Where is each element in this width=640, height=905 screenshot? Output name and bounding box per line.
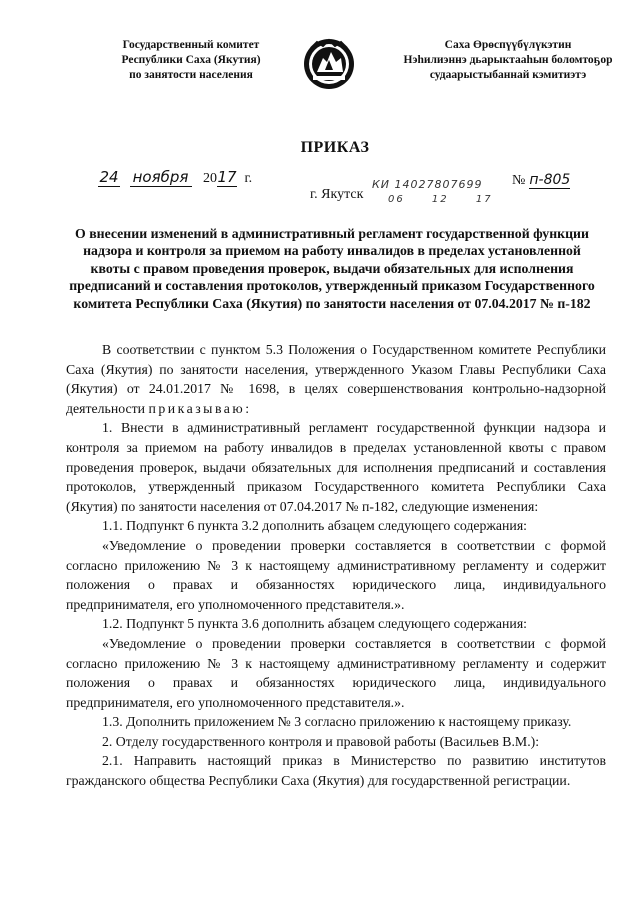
order-subject: О внесении изменений в административный регламент государственной функции надзора и контроля за приемом на работу инвалидов в пределах установленной квоты с правом проведения проверок, выдачи обязательных для исполнения предписаний и составления протоколов, утвержденный приказом Государственного комитета Республики Саха (Якутия) по занятости населения от 07.04.2017 № п-182: [69, 226, 595, 311]
registration-date: [388, 194, 515, 205]
sakha-coat-of-arms-icon: [303, 36, 355, 92]
registration-day: 06: [388, 194, 405, 205]
paragraph: 1.2. Подпункт 5 пункта 3.6 дополнить абзацем следующего содержания:: [102, 616, 527, 632]
number-value: п-805: [529, 172, 571, 188]
issuer-name-ru: [96, 38, 286, 83]
date-suffix: г.: [244, 171, 253, 186]
paragraph: 2. Отделу государственного контроля и правовой работы (Васильев В.М.):: [102, 733, 540, 749]
date-day: 24: [99, 168, 119, 186]
registration-stamp: КИ 14027807699: [372, 178, 483, 191]
paragraph: 1.1. Подпункт 6 пункта 3.2 дополнить абзацем следующего содержания:: [102, 518, 527, 534]
date-month: ноября: [130, 168, 192, 187]
date-year-prefix: 20: [203, 171, 217, 186]
paragraph: [66, 340, 606, 418]
order-word: приказываю:: [148, 400, 252, 416]
issuer-name-sakha: [388, 38, 628, 83]
order-date: [98, 168, 252, 187]
issuer-line: Саха Өрөспүүбүлүкэтин: [444, 39, 572, 51]
registration-year: 17: [475, 194, 493, 205]
paragraph: «Уведомление о проведении проверки составляется в соответствии с формой согласно приложению № 3 к настоящему административному регламенту и содержит положения о правах и обязанностях юридического лица, индивидуального предпринимателя, его уполномоченного представителя.».: [66, 537, 606, 612]
paragraph: 1.3. Дополнить приложением № 3 согласно приложению к настоящему приказу.: [102, 714, 572, 730]
date-year-suffix: 17: [217, 168, 237, 186]
paragraph: «Уведомление о проведении проверки составляется в соответствии с формой согласно приложению № 3 к настоящему административному регламенту и содержит положения о правах и обязанностях юридического лица, индивидуального предпринимателя, его уполномоченного представителя.».: [66, 635, 606, 710]
issuer-line: Нэһилиэннэ дьарыктааһын боломтоҕор: [403, 54, 613, 66]
issuer-line: по занятости населения: [129, 69, 253, 81]
order-body: [66, 340, 606, 791]
paragraph: 2.1. Направить настоящий приказ в Министерство по развитию институтов гражданского общества Республики Саха (Якутия) для государственной регистрации.: [66, 753, 606, 789]
number-sign: №: [512, 173, 526, 188]
paragraph: 1. Внести в административный регламент государственной функции надзора и контроля за приемом на работу инвалидов в пределах установленной квоты с правом проведения проверок, выдачи обязательных для исполнения предписаний и составления протоколов, утвержденный приказом Государственного комитета Республики Саха (Якутия) по занятости населения от 07.04.2017 № п-182, следующие изменения:: [66, 420, 606, 514]
paragraph-text: В соответствии с пунктом 5.3 Положения о Государственном комитете Республики Саха (Якутия) по занятости населения, утвержденного Указом Главы Республики Саха (Якутия) от 24.01.2017 № 1698, в целях совершенствования контрольно-надзорной деятельности: [66, 342, 606, 416]
issuer-line: Республики Саха (Якутия): [121, 54, 261, 66]
issuer-line: Государственный комитет: [122, 39, 260, 51]
document-title: ПРИКАЗ: [300, 139, 370, 156]
registration-month: 12: [431, 194, 449, 205]
issuer-line: судаарыстыбаннай кэмитиэтэ: [429, 69, 587, 81]
order-number: [512, 172, 570, 189]
city: г. Якутск: [310, 187, 364, 202]
